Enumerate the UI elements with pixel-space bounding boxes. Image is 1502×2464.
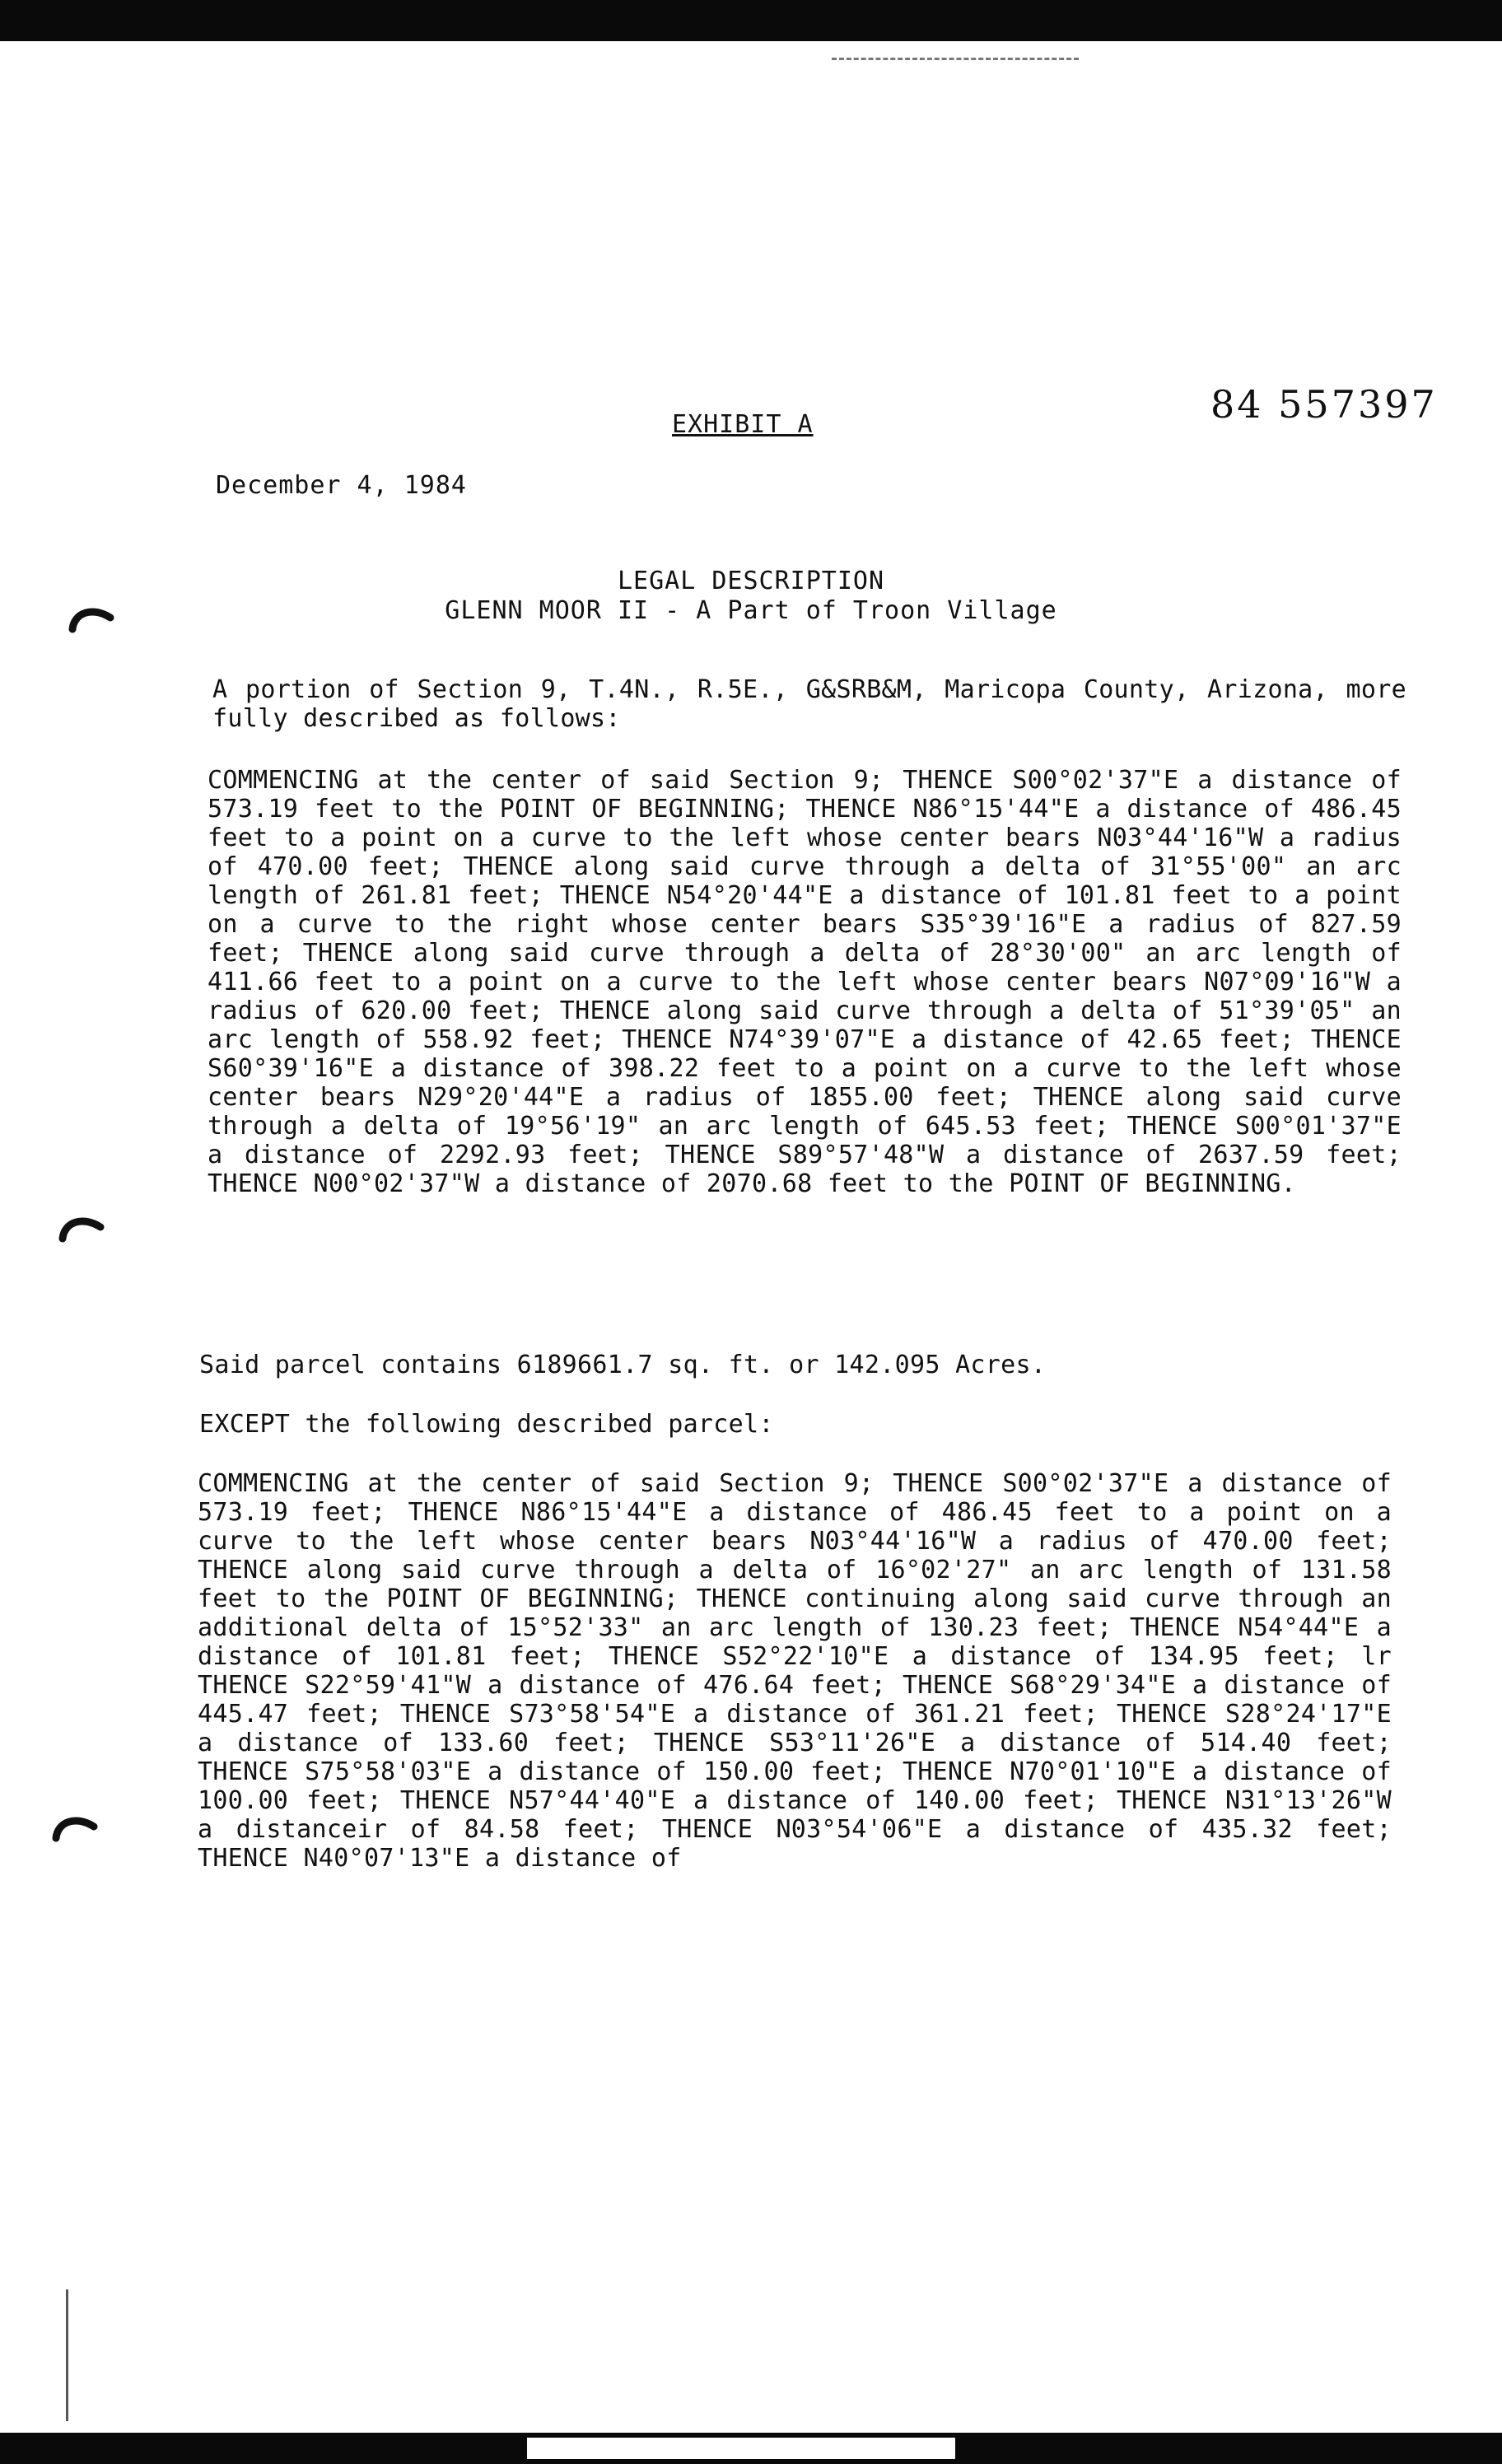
exhibit-title: EXHIBIT A	[672, 410, 814, 439]
punch-hole-mark-icon	[68, 600, 117, 649]
heading-legal-description: LEGAL DESCRIPTION	[617, 567, 885, 595]
parcel-area-paragraph: Said parcel contains 6189661.7 sq. ft. or 142.095 Acres.	[199, 1351, 1047, 1379]
document-number: 84 557397	[1210, 382, 1438, 427]
punch-hole-mark-icon	[51, 1808, 100, 1858]
scan-bottom-notch	[527, 2438, 955, 2459]
scan-top-border	[0, 0, 1502, 41]
scan-artifact-rule	[66, 2289, 68, 2421]
scan-artifact-dashes	[832, 58, 1079, 62]
scan-bottom-border	[0, 2433, 1502, 2464]
except-description-paragraph: COMMENCING at the center of said Section 9; THENCE S00°02'37"E a distance of 573.19 feet; THENCE N86°15'44"E a distance of 486.45 feet to a point on a curve to the left whose center bears N03°44'16"W a radius of 470.00 feet; THENCE along said curve through a delta of 16°02'27" an arc length of 131.58 feet to the POINT OF BEGINNING; THENCE continuing along said curve through an additional delta of 15°52'33" an arc length of 130.23 feet; THENCE N54°44"E a distance of 101.81 feet; THENCE S52°22'10"E a distance of 134.95 feet; lr THENCE S22°59'41"W a distance of 476.64 feet; THENCE S68°29'34"E a distance of 445.47 feet; THENCE S73°58'54"E a distance of 361.21 feet; THENCE S28°24'17"E a distance of 133.60 feet; THENCE S53°11'26"E a distance of 514.40 feet; THENCE S75°58'03"E a distance of 150.00 feet; THENCE N70°01'10"E a distance of 100.00 feet; THENCE N57°44'40"E a distance of 140.00 feet; THENCE N31°13'26"W a distanceir of 84.58 feet; THENCE N03°54'06"E a distance of 435.32 feet; THENCE N40°07'13"E a distance of	[198, 1469, 1392, 1873]
intro-paragraph: A portion of Section 9, T.4N., R.5E., G&SRB&M, Maricopa County, Arizona, more fully described as follows:	[212, 675, 1406, 733]
punch-hole-mark-icon	[58, 1209, 107, 1258]
legal-description-paragraph: COMMENCING at the center of said Section 9; THENCE S00°02'37"E a distance of 573.19 feet to the POINT OF BEGINNING; THENCE N86°15'44"E a distance of 486.45 feet to a point on a curve to the left whose center bears N03°44'16"W a radius of 470.00 feet; THENCE along said curve through a delta of 31°55'00" an arc length of 261.81 feet; THENCE N54°20'44"E a distance of 101.81 feet to a point on a curve to the right whose center bears S35°39'16"E a radius of 827.59 feet; THENCE along said curve through a delta of 28°30'00" an arc length of 411.66 feet to a point on a curve to the left whose center bears N07°09'16"W a radius of 620.00 feet; THENCE along said curve through a delta of 51°39'05" an arc length of 558.92 feet; THENCE N74°39'07"E a distance of 42.65 feet; THENCE S60°39'16"E a distance of 398.22 feet to a point on a curve to the left whose center bears N29°20'44"E a radius of 1855.00 feet; THENCE along said curve through a delta of 19°56'19" an arc length of 645.53 feet; THENCE S00°01'37"E a distance of 2292.93 feet; THENCE S89°57'48"W a distance of 2637.59 feet; THENCE N00°02'37"W a distance of 2070.68 feet to the POINT OF BEGINNING.	[208, 766, 1402, 1198]
heading-subtitle: GLENN MOOR II - A Part of Troon Village	[445, 596, 1057, 625]
except-paragraph: EXCEPT the following described parcel:	[199, 1410, 774, 1439]
document-date: December 4, 1984	[216, 471, 467, 500]
